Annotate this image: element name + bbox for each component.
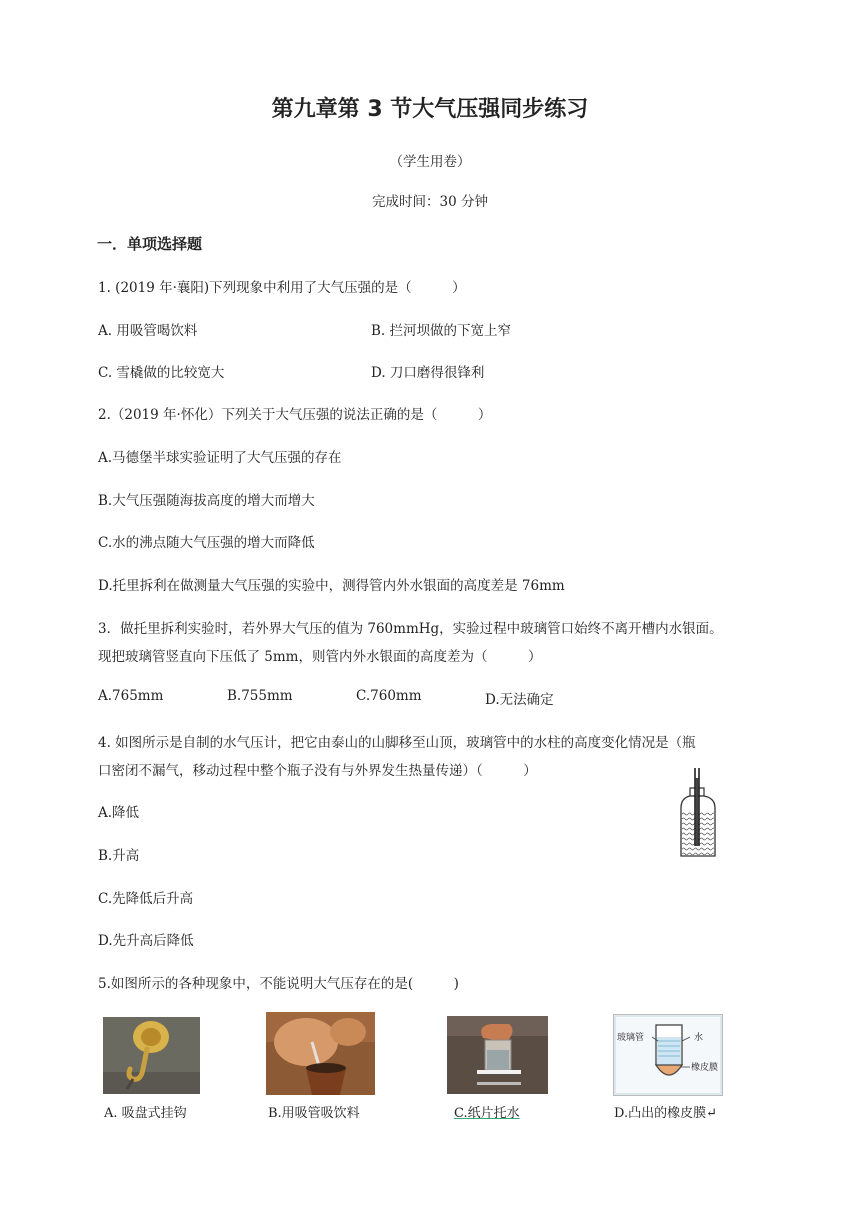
question-4-stem-line1: 4. 如图所示是自制的水气压计，把它由泰山的山脚移至山顶，玻璃管中的水柱的高度变化情况是（瓶 — [98, 735, 696, 751]
q2-option-c: C.水的沸点随大气压强的增大而降低 — [98, 535, 315, 551]
water-barometer-figure — [676, 766, 720, 862]
rubber-membrane-diagram — [613, 1014, 723, 1096]
completion-time: 完成时间：30 分钟 — [372, 194, 488, 210]
caption-a: A. 吸盘式挂钩 — [104, 1106, 187, 1121]
q4-option-c: C.先降低后升高 — [98, 891, 194, 907]
q2-option-a: A.马德堡半球实验证明了大气压强的存在 — [98, 450, 342, 466]
membrane-diagram-drawing — [614, 1015, 722, 1095]
q2-option-d: D.托里拆利在做测量大气压强的实验中，测得管内外水银面的高度差是 76mm — [98, 578, 565, 594]
q4-option-d: D.先升高后降低 — [98, 933, 194, 949]
q1-option-c: C. 雪橇做的比较宽大 — [98, 365, 225, 381]
q3-option-b: B.755mm — [227, 688, 293, 704]
question-1-stem: 1. (2019 年·襄阳)下列现象中利用了大气压强的是（ ） — [98, 280, 466, 296]
question-4-stem-line2: 口密闭不漏气，移动过程中整个瓶子没有与外界发生热量传递）（ ） — [98, 763, 537, 779]
question-3-stem-line1: 3．做托里拆利实验时，若外界大气压的值为 760mmHg，实验过程中玻璃管口始终不离开槽内水银面。 — [98, 621, 723, 637]
question-3-stem-line2: 现把玻璃管竖直向下压低了 5mm，则管内外水银面的高度差为（ ） — [98, 649, 542, 665]
caption-b: B.用吸管吸饮料 — [268, 1106, 360, 1121]
paper-holds-water-photo — [447, 1016, 548, 1094]
q4-option-a: A.降低 — [98, 805, 140, 821]
suction-hook-photo — [103, 1017, 200, 1094]
section-heading: 一．单项选择题 — [97, 235, 203, 253]
q2-option-b: B.大气压强随海拔高度的增大而增大 — [98, 493, 315, 509]
q1-option-d: D. 刀口磨得很锋利 — [371, 365, 485, 381]
q3-option-c: C.760mm — [356, 688, 422, 704]
page-title: 第九章第 3 节大气压强同步练习 — [271, 97, 589, 122]
page-subtitle: （学生用卷） — [389, 154, 471, 170]
question-5-stem: 5.如图所示的各种现象中，不能说明大气压存在的是( ) — [98, 976, 459, 992]
q1-option-b: B. 拦河坝做的下宽上窄 — [371, 323, 512, 339]
question-2-stem: 2.（2019 年·怀化）下列关于大气压强的说法正确的是（ ） — [98, 407, 492, 423]
straw-drinking-photo — [266, 1012, 375, 1095]
caption-d: D.凸出的橡皮膜↵ — [614, 1106, 717, 1121]
q3-option-d: D.无法确定 — [485, 692, 554, 708]
q4-option-b: B.升高 — [98, 848, 140, 864]
q1-option-a: A. 用吸管喝饮料 — [98, 323, 198, 339]
label-water: 水 — [694, 1033, 704, 1043]
q3-option-a: A.765mm — [98, 688, 164, 704]
label-glass-tube: 玻璃管 — [617, 1033, 645, 1043]
caption-c: C.纸片托水 — [454, 1106, 520, 1121]
label-membrane: 橡皮膜 — [691, 1063, 719, 1073]
